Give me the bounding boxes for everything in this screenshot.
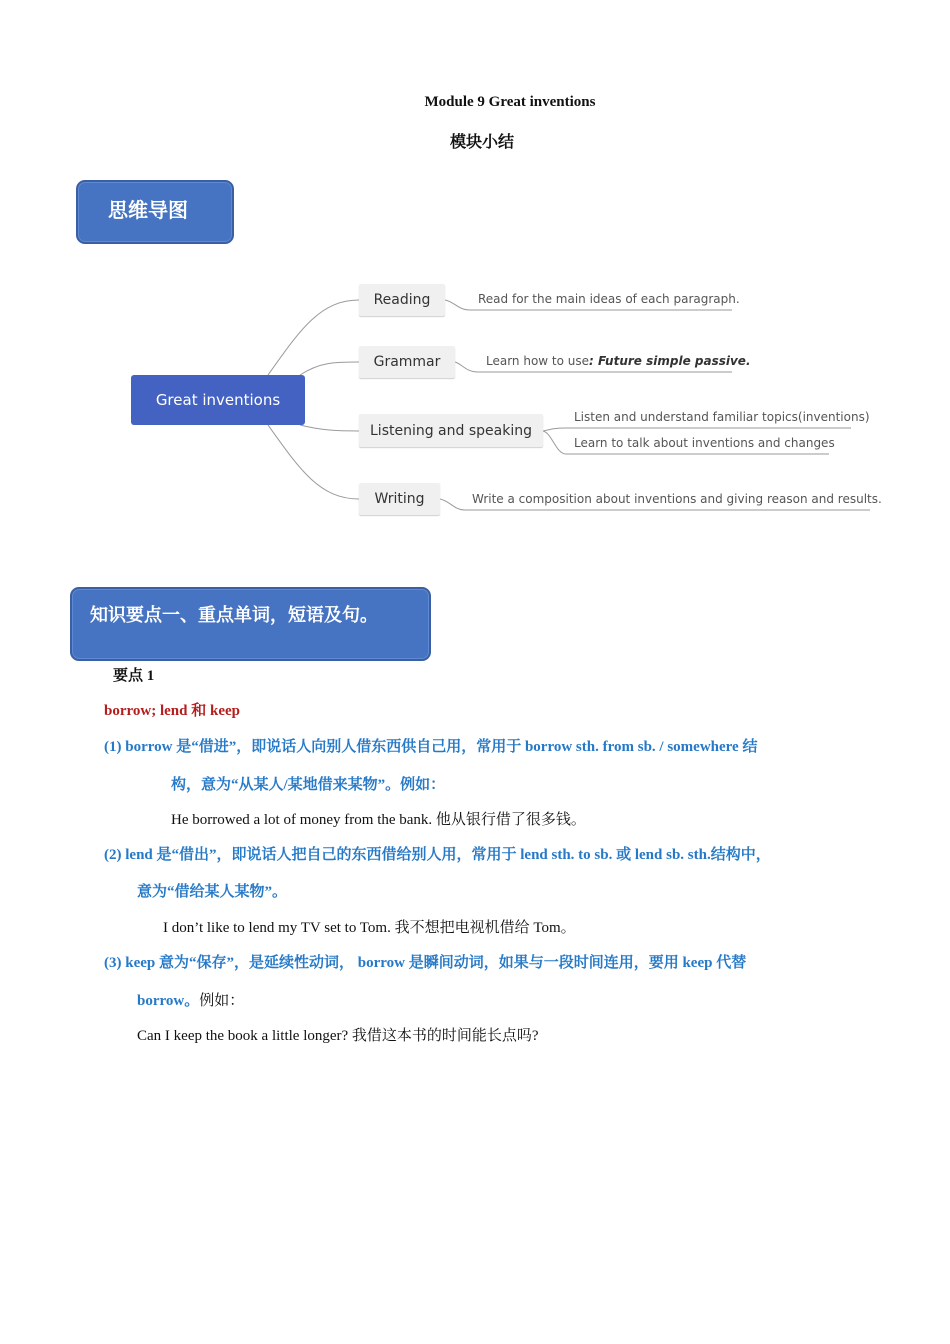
item3-example: Can I keep the book a little longer? 我借这本书的时间能长点吗? [137,1028,539,1044]
document-subtitle: 模块小结 [449,132,514,151]
item1-line2: 构，意为“从某人/某地借来某物”。例如： [171,777,446,793]
item3-line1: (3) keep 意为“保存”，是延续性动词， borrow 是瞬间动词，如果与一段时间连用，要用 keep 代替 [104,955,747,971]
mindmap-node-reading: Reading [359,284,445,316]
point-heading: borrow; lend 和 keep [104,703,240,719]
item2-example: I don’t like to lend my TV set to Tom. 我不想把电视机借给 Tom。 [163,920,576,936]
mindmap-root-node: Great inventions [131,375,305,425]
connector-reading [268,300,359,375]
mindmap-leaf-writing: Write a composition about inventions and giving reason and results. [472,492,882,506]
grammar-leaf-prefix: Learn how to use [486,354,590,368]
mindmap-node-writing: Writing [359,483,440,515]
connector-grammar [300,362,359,375]
item2-line2: 意为“借给某人某物”。 [137,884,288,900]
mindmap-leaf-grammar [486,354,751,368]
mindmap-leaf-reading: Read for the main ideas of each paragraph. [478,292,740,306]
item2-line1: (2) lend 是“借出”，即说话人把自己的东西借给别人用，常用于 lend sth. to sb. 或 lend sb. sth.结构中， [104,847,771,863]
item1-line1: (1) borrow 是“借进”，即说话人向别人借东西供自己用，常用于 borrow sth. from sb. / somewhere 结 [104,739,758,755]
mindmap-leaf-listening-1: Listen and understand familiar topics(inventions) [574,410,870,424]
item3-line2-borrow: borrow。 [137,993,200,1009]
leaf-connector-listening-1 [543,428,851,431]
mindmap-node-listening-speaking: Listening and speaking [359,414,543,447]
knowledge-banner-label: 知识要点一、重点单词，短语及句。 [90,605,378,626]
item1-example: He borrowed a lot of money from the bank. 他从银行借了很多钱。 [171,812,586,828]
connector-writing [268,425,359,499]
document-title: Module 9 Great inventions [424,94,596,110]
point-label: 要点 1 [113,668,155,684]
mindmap-leaf-listening-2: Learn to talk about inventions and changes [574,436,835,450]
knowledge-banner [70,587,431,661]
item3-line2 [137,989,244,1010]
item3-line2-rest: 例如： [199,993,245,1009]
connector-listening [300,425,359,431]
mindmap-banner-label: 思维导图 [108,198,188,222]
mindmap-connectors [0,0,950,560]
grammar-leaf-emphasis: : Future simple passive. [589,354,751,368]
mindmap-node-grammar: Grammar [359,346,455,378]
